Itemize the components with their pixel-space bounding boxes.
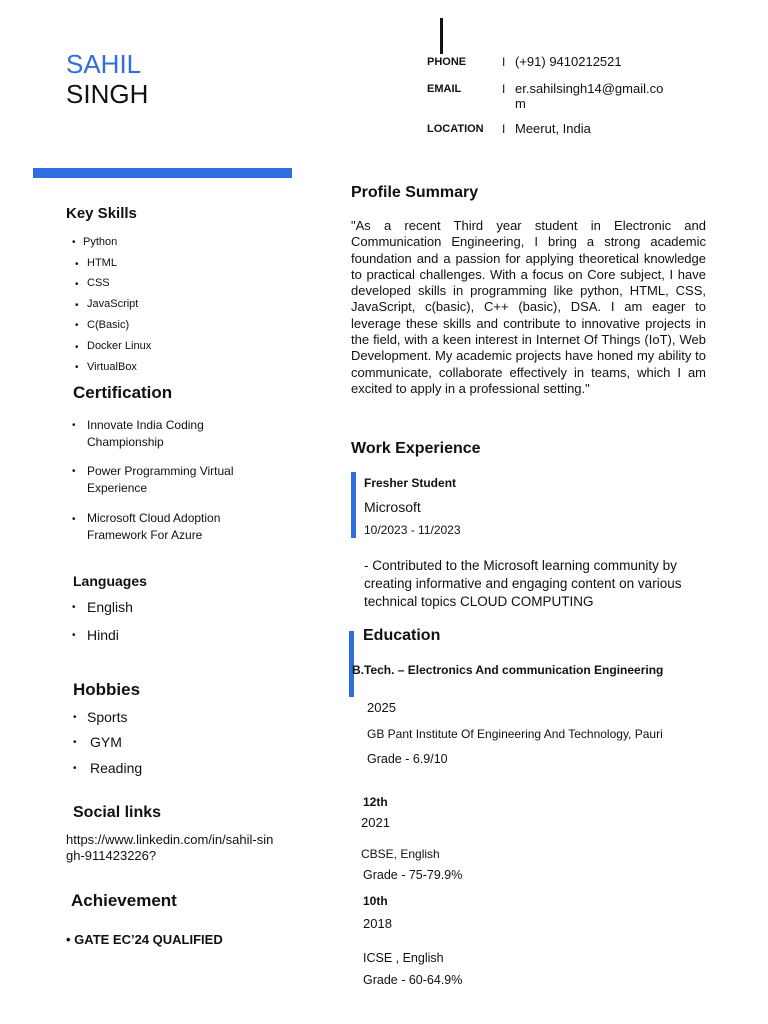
bullet-icon: •: [72, 420, 76, 431]
work-experience-heading: Work Experience: [351, 440, 481, 457]
hobby-item: Reading: [90, 760, 143, 776]
achievement-item: • GATE EC’24 QUALIFIED: [66, 932, 223, 947]
work-role: Fresher Student: [364, 476, 457, 490]
hobby-item: Sports: [87, 709, 128, 725]
first-name: SAHIL: [66, 49, 142, 79]
phone-label: PHONE: [427, 56, 467, 68]
work-description: - Contributed to the Microsoft learning community by creating informative and engaging content on various technical topics CLOUD COMPUTING: [364, 558, 682, 609]
profile-summary-text: "As a recent Third year student in Electronic and Communication Engineering, I bring a strong academic foundation and a passion for applying theoretical knowledge to practical challenges. With a focus on Core subject, I have developed skills in programming like python, HTML, CSS, JavaScript, c(basic), C++ (basic), DSA. I am eager to leverage these skills and contribute to innovative projects in the field, with a keen interest in Internet Of Things (IoT), Web Development. My academic projects have honed my ability to communicate, collaborate effectively in teams, which I am excited to apply in a professional setting.": [351, 218, 706, 396]
certification-item: Power Programming Virtual Experience: [87, 464, 234, 495]
bullet-icon: •: [73, 763, 77, 774]
skill-item: C(Basic): [87, 319, 130, 331]
hobby-item: GYM: [90, 734, 122, 750]
bullet-icon: •: [75, 362, 79, 373]
education-year: 2025: [367, 700, 396, 715]
header-accent-bar: [440, 18, 443, 54]
skill-item: VirtualBox: [87, 361, 137, 373]
last-name: SINGH: [66, 79, 149, 109]
bullet-icon: •: [72, 237, 76, 248]
certification-item: Microsoft Cloud Adoption Framework For Azure: [87, 511, 221, 542]
language-item: English: [87, 599, 133, 615]
education-grade: Grade - 60-64.9%: [363, 973, 463, 987]
skill-item: HTML: [87, 257, 117, 269]
hobbies-heading: Hobbies: [73, 680, 141, 699]
education-year: 2021: [361, 815, 390, 830]
work-dates: 10/2023 - 11/2023: [364, 523, 461, 537]
header-divider: [33, 168, 292, 178]
work-company: Microsoft: [364, 499, 421, 515]
skill-item: Docker Linux: [87, 340, 152, 352]
email-label: EMAIL: [427, 83, 462, 95]
bullet-icon: •: [75, 279, 79, 290]
bullet-icon: •: [75, 342, 79, 353]
profile-summary-heading: Profile Summary: [351, 184, 479, 201]
location-value: Meerut, India: [515, 121, 591, 136]
skill-item: JavaScript: [87, 298, 139, 310]
education-degree: 12th: [363, 795, 388, 809]
email-separator: I: [502, 82, 506, 96]
bullet-icon: •: [73, 737, 77, 748]
languages-heading: Languages: [73, 573, 147, 589]
bullet-icon: •: [75, 300, 79, 311]
education-year: 2018: [363, 916, 392, 931]
certification-item: Innovate India Coding Championship: [87, 418, 204, 449]
social-links-heading: Social links: [73, 804, 162, 821]
achievement-heading: Achievement: [71, 891, 177, 910]
bullet-icon: •: [72, 466, 76, 477]
bullet-icon: •: [72, 630, 76, 641]
bullet-icon: •: [72, 514, 76, 525]
bullet-icon: •: [75, 259, 79, 270]
education-degree: B.Tech. – Electronics And communication Engineering: [352, 663, 664, 677]
skill-item: Python: [83, 236, 118, 248]
education-degree: 10th: [363, 894, 388, 908]
email-value[interactable]: er.sahilsingh14@gmail.com: [515, 81, 664, 111]
bullet-icon: •: [73, 712, 77, 723]
phone-value: (+91) 9410212521: [515, 54, 622, 69]
education-institution: CBSE, English: [361, 847, 440, 861]
certification-heading: Certification: [73, 383, 173, 402]
bullet-icon: •: [72, 602, 76, 613]
education-institution: ICSE , English: [363, 951, 444, 965]
key-skills-heading: Key Skills: [66, 205, 137, 222]
education-grade: Grade - 75-79.9%: [363, 868, 463, 882]
skill-item: CSS: [87, 277, 110, 289]
education-institution: GB Pant Institute Of Engineering And Technology, Pauri: [367, 727, 663, 741]
location-separator: I: [502, 122, 506, 136]
education-heading: Education: [363, 627, 441, 644]
work-accent-bar: [351, 472, 356, 538]
linkedin-link[interactable]: https://www.linkedin.com/in/sahil-singh-911423226?: [66, 832, 274, 863]
phone-separator: I: [502, 55, 506, 69]
location-label: LOCATION: [427, 123, 484, 135]
bullet-icon: •: [75, 320, 79, 331]
language-item: Hindi: [87, 627, 119, 643]
education-grade: Grade - 6.9/10: [367, 752, 448, 766]
